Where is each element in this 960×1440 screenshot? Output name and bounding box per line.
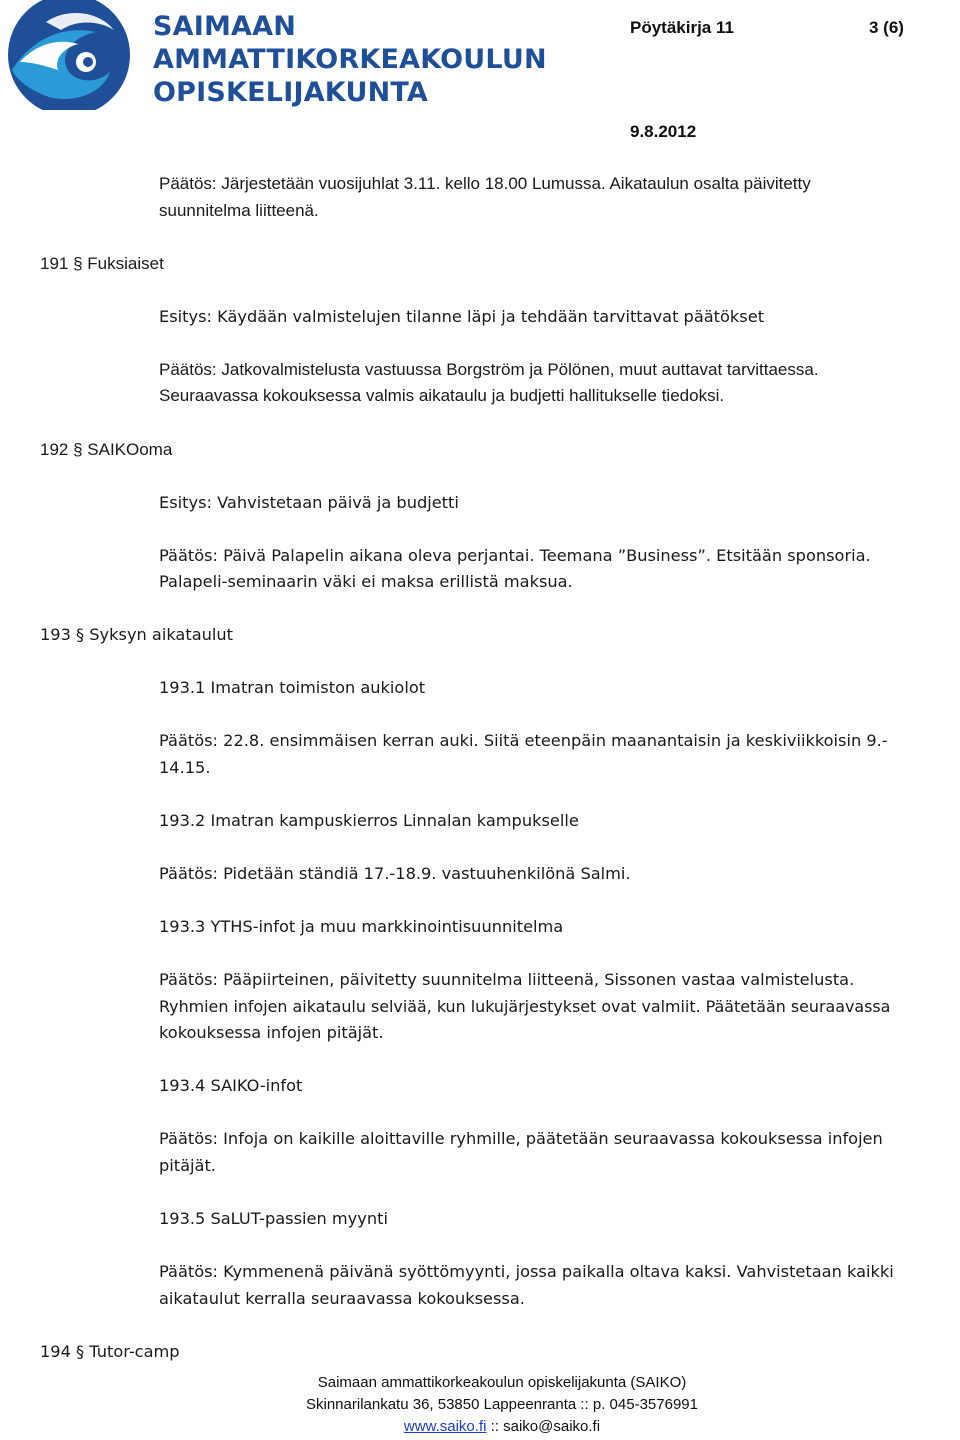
footer-contact: [0, 1416, 960, 1438]
subsection-193-3-decision-line-1: Päätös: Pääpiirteinen, päivitetty suunnitelma liitteenä, Sissonen vastaa valmistelusta.: [159, 970, 855, 989]
subsection-193-1-title: 193.1 Imatran toimiston aukiolot: [159, 678, 426, 697]
footer-organization: Saimaan ammattikorkeakoulun opiskelijakunta (SAIKO): [317, 1374, 687, 1391]
wave-logo-icon: [6, 0, 132, 110]
subsection-193-4-decision-line-2: pitäjät.: [159, 1156, 216, 1175]
footer-website-link[interactable]: www.saiko.fi: [403, 1418, 487, 1435]
org-name-line-3: OPISKELIJAKUNTA: [153, 77, 428, 108]
org-name-line-1: SAIMAAN: [153, 11, 297, 42]
document-date: 9.8.2012: [630, 122, 697, 141]
document-title: Pöytäkirja 11: [630, 18, 734, 37]
subsection-193-4-title: 193.4 SAIKO-infot: [159, 1076, 303, 1095]
subsection-193-5-decision-line-2: aikataulut kerralla seuraavassa kokouksessa.: [159, 1289, 525, 1308]
subsection-193-5-decision-line-1: Päätös: Kymmenenä päivänä syöttömyynti, jossa paikalla oltava kaksi. Vahvistetaan kaikki: [159, 1262, 894, 1281]
section-192-proposal: Esitys: Vahvistetaan päivä ja budjetti: [159, 493, 459, 512]
subsection-193-3-decision-line-3: kokouksessa infojen pitäjät.: [159, 1023, 384, 1042]
section-192-decision-line-1: Päätös: Päivä Palapelin aikana oleva perjantai. Teemana ”Business”. Etsitään sponsoria.: [159, 546, 871, 565]
footer-address: Skinnarilankatu 36, 53850 Lappeenranta :: p. 045-3576991: [306, 1396, 698, 1413]
section-192-decision-line-2: Palapeli-seminaarin väki ei maksa erillistä maksua.: [159, 572, 573, 591]
subsection-193-5-title: 193.5 SaLUT-passien myynti: [159, 1209, 388, 1228]
footer-separator: ::: [486, 1418, 504, 1435]
subsection-193-4-decision-line-1: Päätös: Infoja on kaikille aloittaville ryhmille, päätetään seuraavassa kokouksessa infojen: [159, 1129, 883, 1148]
section-191-decision-line-1: Päätös: Jatkovalmistelusta vastuussa Borgström ja Pölönen, muut auttavat tarvittaessa.: [159, 360, 819, 379]
subsection-193-1-decision-line-1: Päätös: 22.8. ensimmäisen kerran auki. Siitä eteenpäin maanantaisin ja keskiviikkoisin 9.-: [159, 731, 888, 750]
footer-email: saiko@saiko.fi: [503, 1418, 601, 1435]
subsection-193-3-title: 193.3 YTHS-infot ja muu markkinointisuunnitelma: [159, 917, 564, 936]
section-191-decision-line-2: Seuraavassa kokouksessa valmis aikataulu ja budjetti hallitukselle tiedoksi.: [159, 386, 725, 405]
org-name-line-2: AMMATTIKORKEAKOULUN: [153, 44, 547, 75]
section-193-heading: 193 § Syksyn aikataulut: [40, 625, 233, 644]
page-number: 3 (6): [869, 18, 904, 37]
intro-decision-line-1: Päätös: Järjestetään vuosijuhlat 3.11. kello 18.00 Lumussa. Aikataulun osalta päivitetty: [159, 174, 811, 193]
intro-decision-line-2: suunnitelma liitteenä.: [159, 201, 319, 220]
section-194-heading: 194 § Tutor-camp: [40, 1342, 180, 1361]
organization-logo-text: [153, 10, 547, 109]
subsection-193-2-decision: Päätös: Pidetään ständiä 17.-18.9. vastuuhenkilönä Salmi.: [159, 864, 631, 883]
section-191-proposal: Esitys: Käydään valmistelujen tilanne läpi ja tehdään tarvittavat päätökset: [159, 307, 765, 326]
subsection-193-3-decision-line-2: Ryhmien infojen aikataulu selviää, kun lukujärjestykset ovat valmiit. Päätetään seuraavassa: [159, 997, 891, 1016]
section-191-heading: 191 § Fuksiaiset: [40, 254, 164, 273]
subsection-193-1-decision-line-2: 14.15.: [159, 758, 211, 777]
subsection-193-2-title: 193.2 Imatran kampuskierros Linnalan kampukselle: [159, 811, 579, 830]
section-192-heading: 192 § SAIKOoma: [40, 440, 173, 459]
